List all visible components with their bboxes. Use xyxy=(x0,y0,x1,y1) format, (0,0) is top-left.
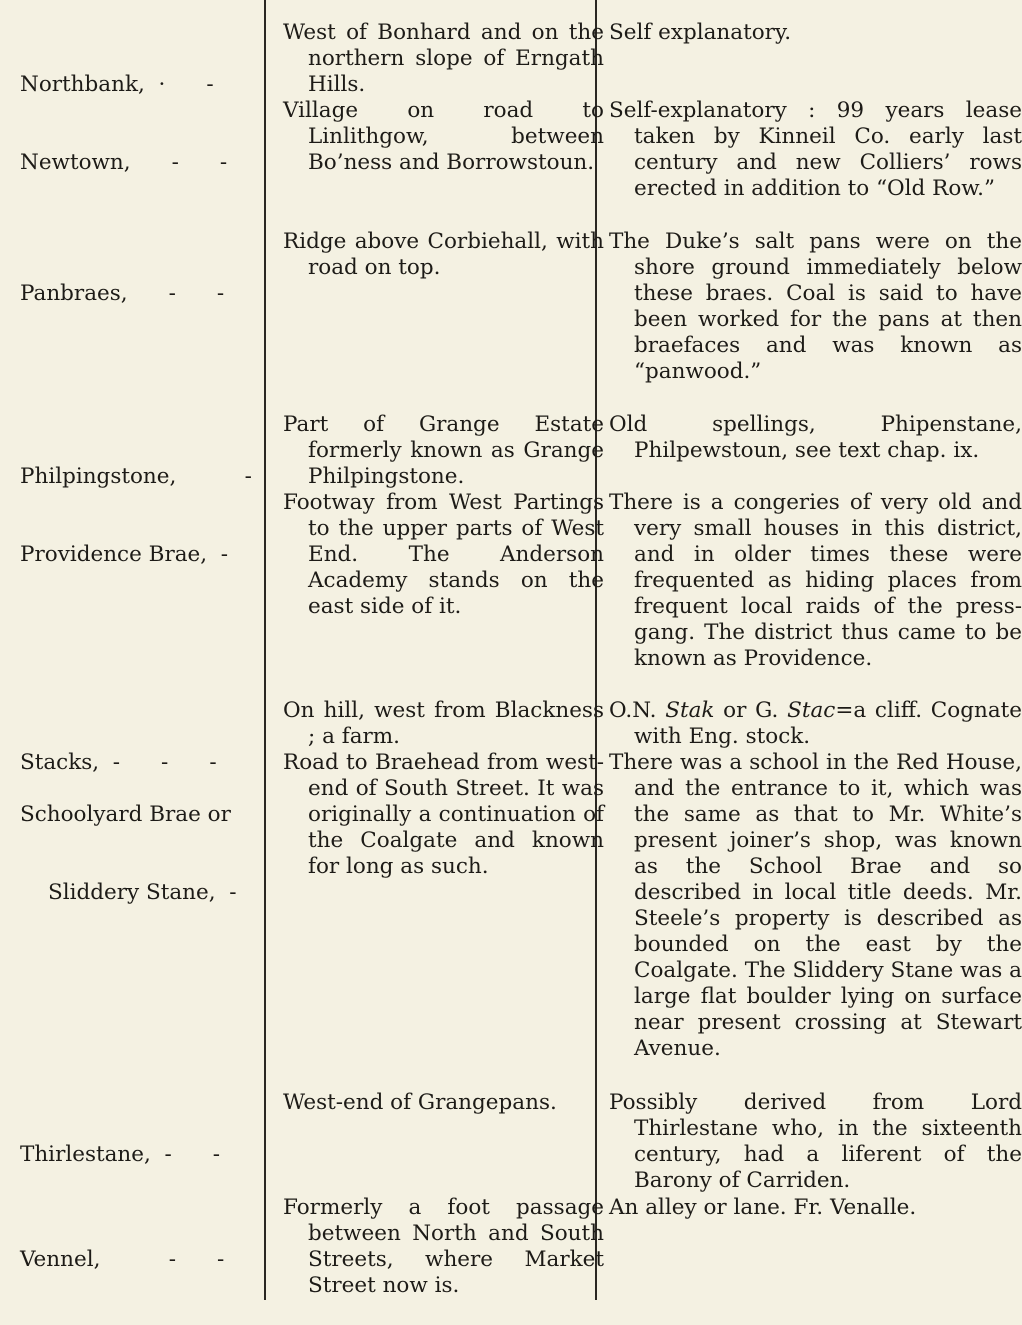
notes-cell: Self explanatory. xyxy=(609,20,792,45)
place-name xyxy=(20,750,256,958)
location-cell: Ridge above Corbiehall, with road on top. xyxy=(283,229,604,280)
notes-text: or G. xyxy=(714,698,788,723)
notes-cell: There is a congeries of very old and very small houses in this district, and in older times these were frequented as hiding places from frequent local raids of the press-gang. The district thus came to be known as Providence. xyxy=(609,490,1022,671)
notes-text: =a cliff. Cognate with Eng. stock. xyxy=(634,698,1022,749)
location-cell: Road to Braehead from west-end of South Street. It was originally a continuation of the Coalgate and known for long as such. xyxy=(283,750,604,879)
column-rule-left xyxy=(264,0,266,1300)
place-name-line: Philpingstone, - xyxy=(20,464,252,489)
location-cell: Part of Grange Estate formerly known as Grange Philpingstone. xyxy=(283,412,604,489)
place-name xyxy=(20,98,256,228)
etymology-term: Stak xyxy=(665,698,715,723)
notes-cell: Possibly derived from Lord Thirlestane who, in the sixteenth century, had a liferent of the Barony of Carriden. xyxy=(609,1090,1022,1193)
notes-cell: Self-explanatory : 99 years lease taken by Kinneil Co. early last century and new Colliers’ rows erected in addition to “Old Row.” xyxy=(609,98,1022,201)
place-name xyxy=(20,229,256,359)
location-cell: Village on road to Linlithgow, between Bo’ness and Borrowstoun. xyxy=(283,98,604,175)
notes-text: O.N. xyxy=(609,698,666,723)
place-name-line: Northbank, · - xyxy=(20,72,214,97)
place-name-line: Providence Brae, - xyxy=(20,542,229,567)
notes-cell: An alley or lane. Fr. Venalle. xyxy=(609,1195,917,1220)
location-cell: On hill, west from Blackness ; a farm. xyxy=(283,698,604,749)
place-name-line: Vennel, - - xyxy=(20,1247,225,1272)
place-name xyxy=(20,1195,256,1325)
location-cell: Formerly a foot passage between North and South Streets, where Market Street now is. xyxy=(283,1195,604,1298)
place-name xyxy=(20,490,256,620)
place-name-line: Stacks, - - - xyxy=(20,750,217,775)
notes-cell xyxy=(609,698,1022,750)
notes-cell: Old spellings, Phipenstane, Philpewstoun, see text chap. ix. xyxy=(609,412,1022,463)
location-cell: West of Bonhard and on the northern slope of Erngath Hills. xyxy=(283,20,604,97)
place-name-line: Newtown, - - xyxy=(20,150,228,175)
place-name-line: Sliddery Stane, - xyxy=(48,880,237,905)
location-cell: Footway from West Partings to the upper parts of West End. The Anderson Academy stands on the east side of it. xyxy=(283,490,604,619)
location-cell: West-end of Grangepans. xyxy=(283,1090,557,1115)
place-name-line: Schoolyard Brae or xyxy=(20,802,231,827)
place-name-line: Panbraes, - - xyxy=(20,281,225,306)
place-name-line: Thirlestane, - - xyxy=(20,1142,221,1167)
notes-cell: There was a school in the Red House, and the entrance to it, which was the same as that to Mr. White’s present joiner’s shop, was known as the School Brae and so described in local title deeds. Mr. Steele’s property is described as bounded on the east by the Coalgate. The Sliddery Stane was a large flat boulder lying on surface near present crossing at Stewart Avenue. xyxy=(609,750,1022,1061)
etymology-term: Stac xyxy=(787,698,836,723)
notes-cell: The Duke’s salt pans were on the shore ground immediately below these braes. Coal is said to have been worked for the pans at then braefaces and was known as “panwood.” xyxy=(609,229,1022,384)
